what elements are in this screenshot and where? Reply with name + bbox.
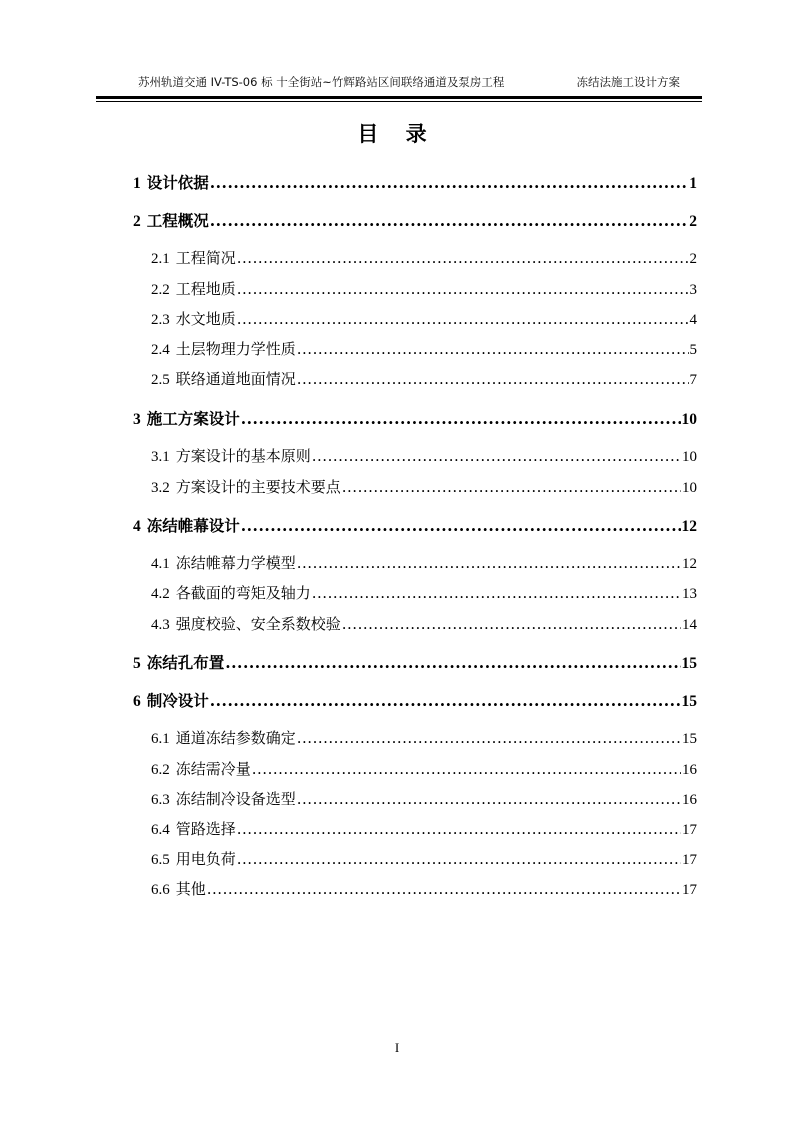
- toc-entry-2[interactable]: [133, 209, 697, 231]
- toc-entry-number: 6.6: [151, 882, 170, 898]
- toc-entry-label: 管路选择: [175, 820, 236, 838]
- toc-entry-label: 方案设计的主要技术要点: [175, 478, 341, 496]
- header-document-title: 冻结法施工设计方案: [576, 75, 680, 89]
- toc-entry-page: 17: [682, 822, 697, 838]
- toc-entry-number: 6.4: [151, 822, 170, 838]
- toc-entry-page: 5: [689, 342, 697, 358]
- toc-entry-label: 工程简况: [175, 249, 236, 267]
- toc-dot-leader: [241, 409, 681, 428]
- toc-entry-number: 2.3: [151, 312, 170, 328]
- toc-entry-page: 7: [689, 372, 697, 388]
- toc-entry-page: 2: [689, 213, 697, 230]
- toc-entry-number: 4.1: [151, 556, 170, 572]
- toc-entry-3-1[interactable]: [151, 445, 697, 466]
- toc-entry-label: 施工方案设计: [146, 410, 240, 428]
- toc-dot-leader: [342, 478, 681, 496]
- toc-entry-number: 3.2: [151, 480, 170, 496]
- toc-entry-number: 6.3: [151, 792, 170, 808]
- toc-entry-2-4[interactable]: [151, 338, 697, 359]
- toc-entry-2-3[interactable]: [151, 308, 697, 329]
- toc-dot-leader: [297, 554, 681, 572]
- toc-entry-4[interactable]: [133, 514, 697, 536]
- toc-entry-label: 设计依据: [146, 174, 209, 192]
- toc-entry-4-2[interactable]: [151, 582, 697, 603]
- toc-entry-label: 冻结制冷设备选型: [175, 790, 296, 808]
- toc-entry-label: 各截面的弯矩及轴力: [175, 584, 311, 602]
- toc-entry-3-2[interactable]: [151, 476, 697, 497]
- toc-entry-1[interactable]: [133, 171, 697, 193]
- toc-dot-leader: [297, 340, 689, 358]
- toc-entry-label: 冻结帷幕力学模型: [175, 554, 296, 572]
- toc-dot-leader: [241, 516, 681, 535]
- toc-dot-leader: [237, 280, 689, 298]
- toc-entry-page: 12: [681, 518, 697, 535]
- toc-dot-leader: [297, 790, 681, 808]
- toc-entry-page: 10: [682, 449, 697, 465]
- toc-dot-leader: [312, 584, 681, 602]
- toc-entry-label: 工程地质: [175, 280, 236, 298]
- toc-entry-label: 制冷设计: [146, 692, 209, 710]
- toc-entry-2-5[interactable]: [151, 368, 697, 389]
- toc-entry-page: 2: [689, 251, 697, 267]
- toc-entry-number: 3.1: [151, 449, 170, 465]
- toc-entry-label: 冻结帷幕设计: [146, 517, 240, 535]
- toc-entry-label: 冻结孔布置: [146, 654, 225, 672]
- toc-entry-number: 6.5: [151, 852, 170, 868]
- toc-entry-number: 4.2: [151, 586, 170, 602]
- toc-dot-leader: [210, 173, 688, 192]
- toc-entry-number: 2.5: [151, 372, 170, 388]
- toc-entry-6[interactable]: [133, 689, 697, 711]
- toc-dot-leader: [225, 653, 680, 672]
- toc-entry-label: 强度校验、安全系数校验: [175, 615, 341, 633]
- toc-entry-page: 4: [689, 312, 697, 328]
- toc-entry-number: 3: [133, 411, 141, 428]
- toc-entry-4-1[interactable]: [151, 552, 697, 573]
- toc-dot-leader: [237, 850, 681, 868]
- toc-entry-4-3[interactable]: [151, 613, 697, 634]
- toc-entry-page: 16: [682, 762, 697, 778]
- toc-entry-label: 其他: [175, 880, 206, 898]
- toc-entry-page: 15: [682, 731, 697, 747]
- toc-entry-page: 16: [682, 792, 697, 808]
- toc-entry-number: 6.2: [151, 762, 170, 778]
- toc-dot-leader: [237, 820, 681, 838]
- toc-entry-label: 土层物理力学性质: [175, 340, 296, 358]
- toc-dot-leader: [237, 310, 689, 328]
- toc-entry-page: 17: [682, 882, 697, 898]
- toc-entry-number: 2.1: [151, 251, 170, 267]
- toc-entry-label: 通道冻结参数确定: [175, 729, 296, 747]
- toc-entry-6-3[interactable]: [151, 788, 697, 809]
- toc-dot-leader: [297, 370, 689, 388]
- toc-entry-number: 2.2: [151, 282, 170, 298]
- toc-entry-page: 3: [689, 282, 697, 298]
- toc-entry-page: 15: [681, 655, 697, 672]
- toc-entry-number: 1: [133, 175, 141, 192]
- toc-entry-label: 方案设计的基本原则: [175, 447, 311, 465]
- toc-dot-leader: [237, 249, 689, 267]
- toc-entry-6-4[interactable]: [151, 818, 697, 839]
- toc-dot-leader: [207, 880, 681, 898]
- toc-entry-2-1[interactable]: [151, 247, 697, 268]
- toc-entry-label: 水文地质: [175, 310, 236, 328]
- toc-entry-2-2[interactable]: [151, 278, 697, 299]
- toc-dot-leader: [210, 211, 688, 230]
- toc-dot-leader: [342, 615, 681, 633]
- toc-entry-page: 10: [681, 411, 697, 428]
- toc-entry-label: 联络通道地面情况: [175, 370, 296, 388]
- toc-dot-leader: [210, 691, 681, 710]
- toc-dot-leader: [252, 760, 681, 778]
- toc-entry-page: 10: [682, 480, 697, 496]
- toc-entry-number: 4: [133, 518, 141, 535]
- toc-entry-3[interactable]: [133, 407, 697, 429]
- toc-entry-number: 2: [133, 213, 141, 230]
- toc-entry-label: 用电负荷: [175, 850, 236, 868]
- toc-entry-6-6[interactable]: [151, 878, 697, 899]
- toc-entry-number: 5: [133, 655, 141, 672]
- toc-dot-leader: [312, 447, 681, 465]
- toc-entry-number: 6.1: [151, 731, 170, 747]
- header-project-title: 苏州轨道交通 IV-TS-06 标 十全街站~竹辉路站区间联络通道及泵房工程: [138, 75, 505, 89]
- toc-entry-page: 17: [682, 852, 697, 868]
- page-number-footer: I: [394, 1040, 400, 1055]
- toc-entry-6-1[interactable]: [151, 727, 697, 748]
- toc-entry-5[interactable]: [133, 651, 697, 673]
- toc-dot-leader: [297, 729, 681, 747]
- toc-entry-number: 4.3: [151, 617, 170, 633]
- toc-entry-number: 2.4: [151, 342, 170, 358]
- toc-entry-page: 13: [682, 586, 697, 602]
- toc-entry-label: 冻结需冷量: [175, 760, 251, 778]
- toc-entry-number: 6: [133, 693, 141, 710]
- toc-entry-page: 15: [681, 693, 697, 710]
- toc-entry-page: 1: [689, 175, 697, 192]
- toc-entry-6-5[interactable]: [151, 848, 697, 869]
- toc-entry-6-2[interactable]: [151, 758, 697, 779]
- toc-entry-page: 14: [682, 617, 697, 633]
- toc-entry-label: 工程概况: [146, 212, 209, 230]
- toc-entry-page: 12: [682, 556, 697, 572]
- toc-title: 目 录: [357, 122, 437, 146]
